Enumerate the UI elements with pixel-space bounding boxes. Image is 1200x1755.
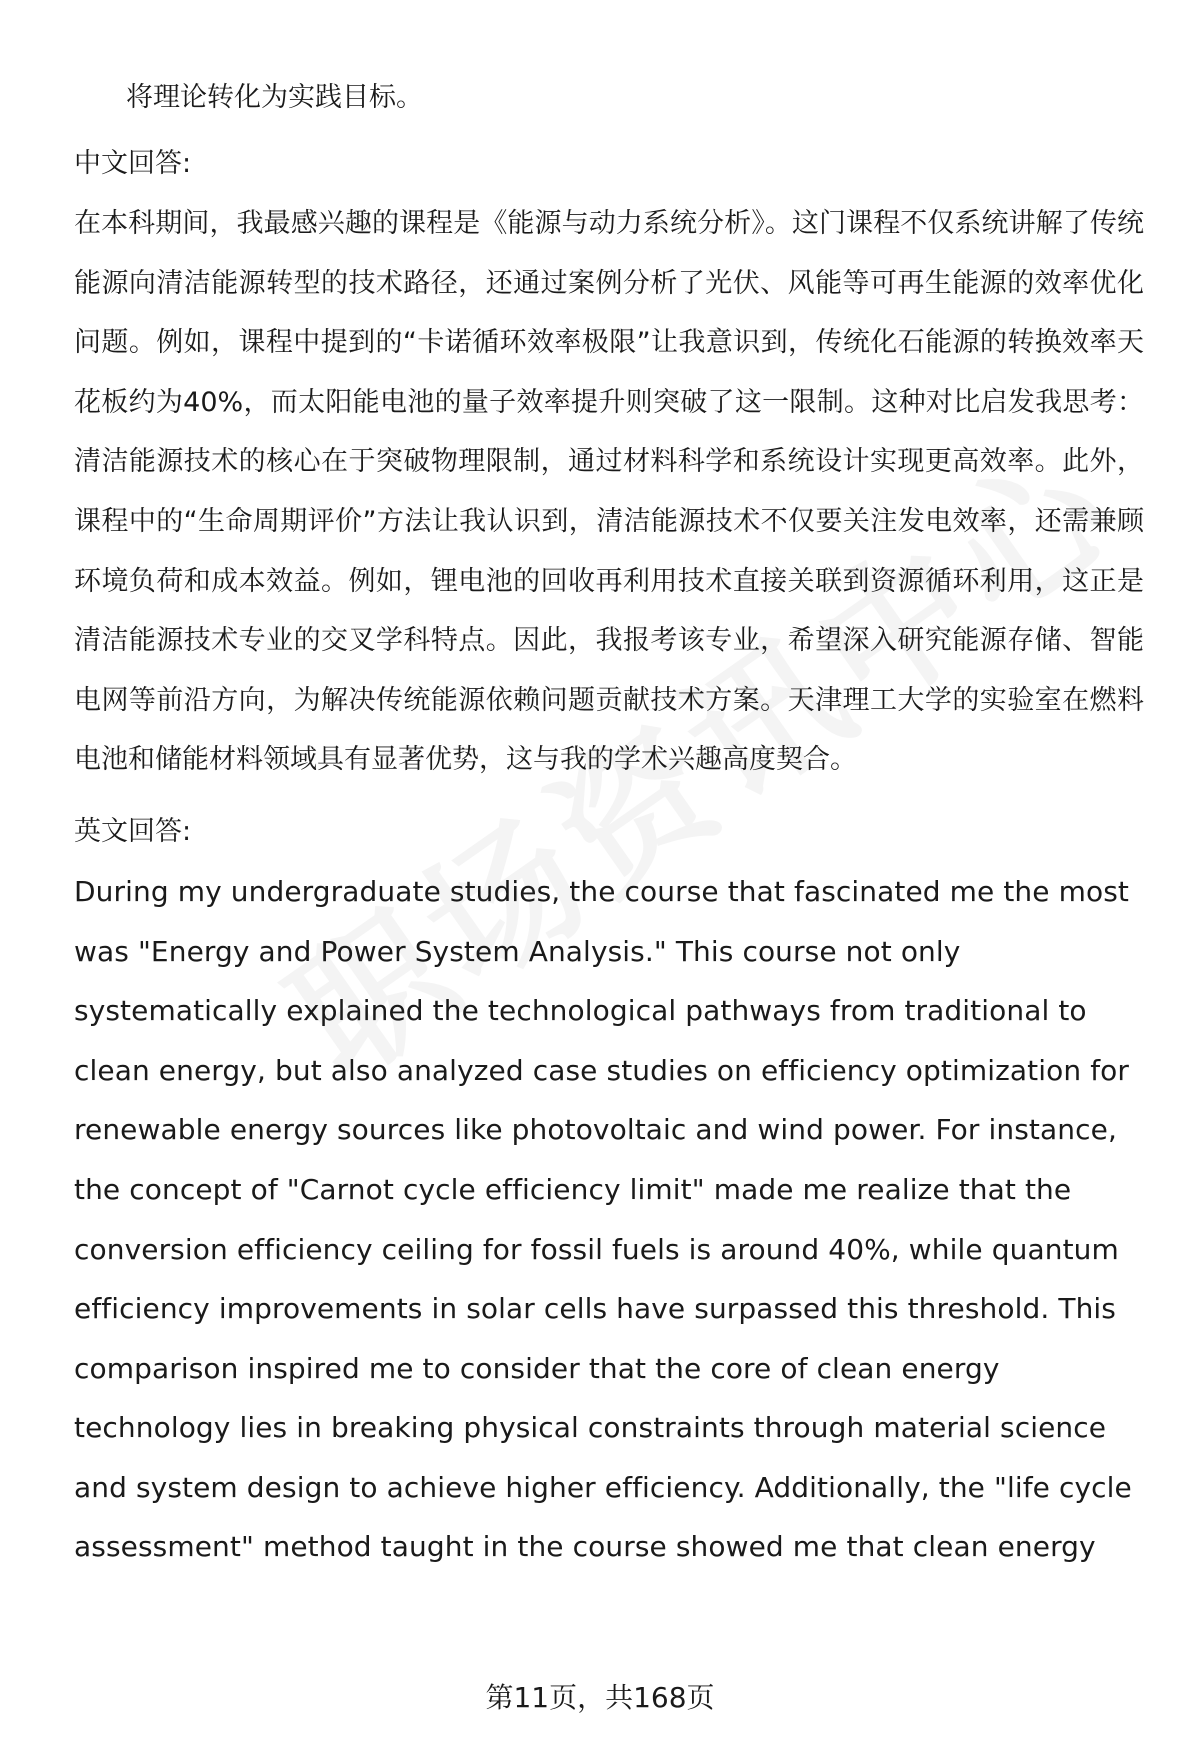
english-answer-body xyxy=(74,862,1144,1577)
english-line: technology lies in breaking physical constraints through material science xyxy=(74,1411,1107,1445)
chinese-answer-body: 在本科期间，我最感兴趣的课程是《能源与动力系统分析》。这门课程不仅系统讲解了传统能源向清洁能源转型的技术路径，还通过案例分析了光伏、风能等可再生能源的效率优化问题。例如，课程中提到的“卡诺循环效率极限”让我意识到，传统化石能源的转换效率天花板约为40%，而太阳能电池的量子效率提升则突破了这一限制。这种对比启发我思考：清洁能源技术的核心在于突破物理限制，通过材料科学和系统设计实现更高效率。此外，课程中的“生命周期评价”方法让我认识到，清洁能源技术不仅要关注发电效率，还需兼顾环境负荷和成本效益。例如，锂电池的回收再利用技术直接关联到资源循环利用，这正是清洁能源技术专业的交叉学科特点。因此，我报考该专业，希望深入研究能源存储、智能电网等前沿方向，为解决传统能源依赖问题贡献技术方案。天津理工大学的实验室在燃料电池和储能材料领域具有显著优势，这与我的学术兴趣高度契合。 xyxy=(74,208,1144,776)
english-answer-heading: 英文回答: xyxy=(74,815,192,847)
english-line: systematically explained the technological pathways from traditional to xyxy=(74,994,1087,1028)
english-line: the concept of "Carnot cycle efficiency limit" made me realize that the xyxy=(74,1172,1072,1206)
page-number: 第11页，共168页 xyxy=(485,1681,715,1714)
english-line: clean energy, but also analyzed case studies on efficiency optimization for xyxy=(74,1053,1129,1087)
english-line: was "Energy and Power System Analysis." This course not only xyxy=(74,934,961,968)
english-line: renewable energy sources like photovoltaic and wind power. For instance, xyxy=(74,1113,1117,1147)
english-line: conversion efficiency ceiling for fossil fuels is around 40%, while quantum xyxy=(74,1232,1119,1266)
page-content xyxy=(74,68,1144,1577)
english-line: efficiency improvements in solar cells have surpassed this threshold. This xyxy=(74,1292,1116,1326)
intro-line: 将理论转化为实践目标。 xyxy=(126,82,423,113)
english-line: During my undergraduate studies, the course that fascinated me the most xyxy=(74,874,1129,908)
english-line: assessment" method taught in the course showed me that clean energy xyxy=(74,1530,1096,1564)
english-line: comparison inspired me to consider that the core of clean energy xyxy=(74,1351,1000,1385)
english-line: and system design to achieve higher efficiency. Additionally, the "life cycle xyxy=(74,1470,1132,1504)
chinese-answer-heading: 中文回答: xyxy=(74,148,192,179)
